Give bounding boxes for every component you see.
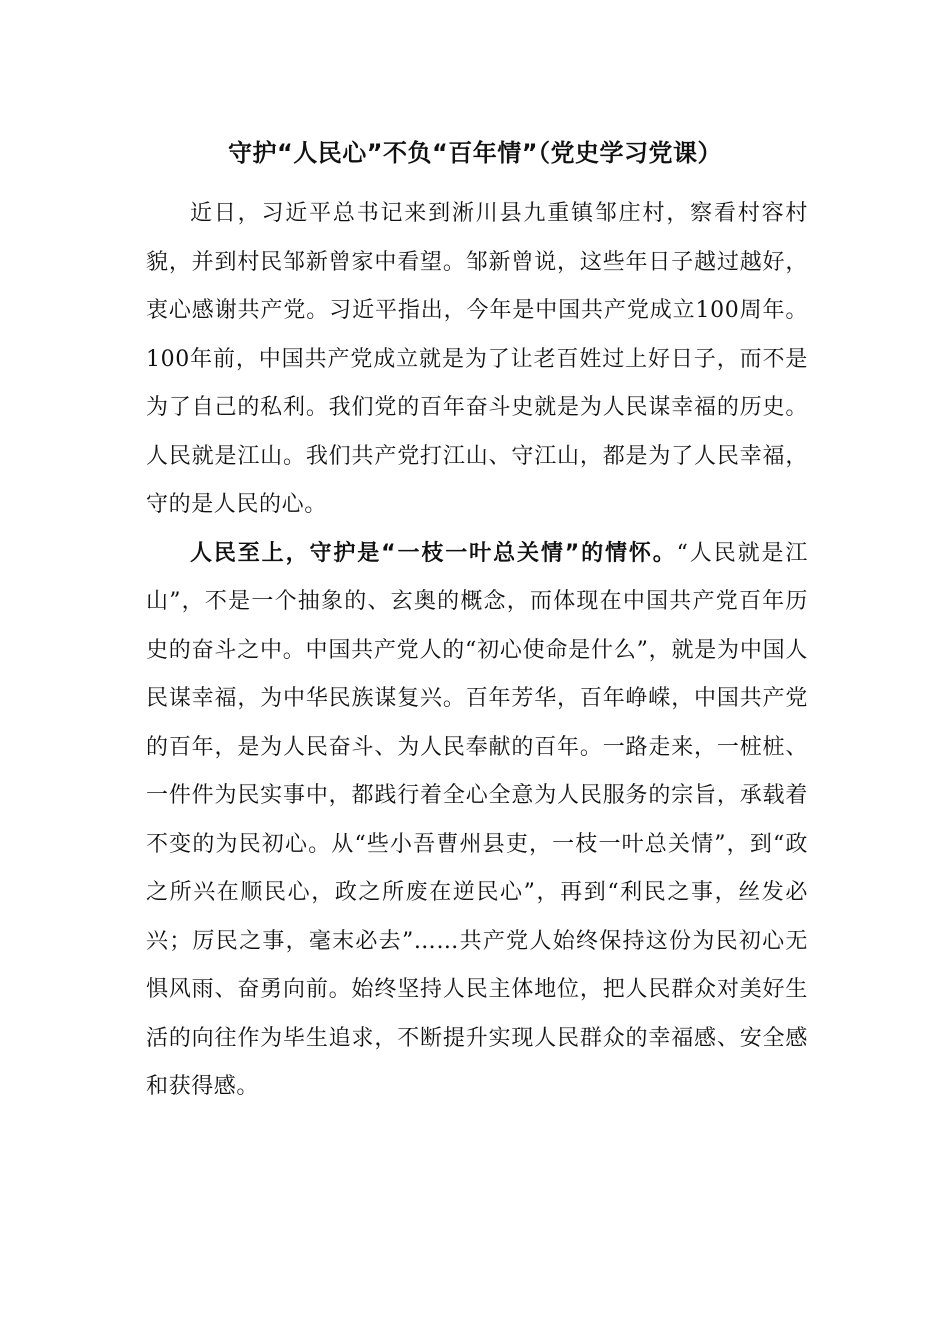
paragraph-2 (146, 530, 808, 1112)
paragraph-2-text: “人民就是江山”，不是一个抽象的、玄奥的概念，而体现在中国共产党百年历史的奋斗之中。中国共产党人的“初心使命是什么”，就是为中国人民谋幸福，为中华民族谋复兴。百年芳华，百年峥嵘，中国共产党的百年，是为人民奋斗、为人民奉献的百年。一路走来，一桩桩、一件件为民实事中，都践行着全心全意为人民服务的宗旨，承载着不变的为民初心。从“些小吾曹州县吏，一枝一叶总关情”，到“政之所兴在顺民心，政之所废在逆民心”，再到“利民之事，丝发必兴；厉民之事，毫末必去”……共产党人始终保持这份为民初心无惧风雨、奋勇向前。始终坚持人民主体地位，把人民群众对美好生活的向往作为毕生追求，不断提升实现人民群众的幸福感、安全感和获得感。 (146, 540, 808, 1099)
document-title: 守护“人民心”不负“百年情”（党史学习党课） (227, 139, 723, 167)
paragraph-2-lead: 人民至上，守护是“一枝一叶总关情”的情怀。 (190, 540, 677, 566)
paragraph-1: 近日，习近平总书记来到淅川县九重镇邹庄村，察看村容村貌，并到村民邹新曾家中看望。邹新曾说，这些年日子越过越好，衷心感谢共产党。习近平指出，今年是中国共产党成立100周年。100年前，中国共产党成立就是为了让老百姓过上好日子，而不是为了自己的私利。我们党的百年奋斗史就是为人民谋幸福的历史。人民就是江山。我们共产党打江山、守江山，都是为了人民幸福，守的是人民的心。 (146, 201, 808, 517)
document-body (146, 190, 808, 1112)
